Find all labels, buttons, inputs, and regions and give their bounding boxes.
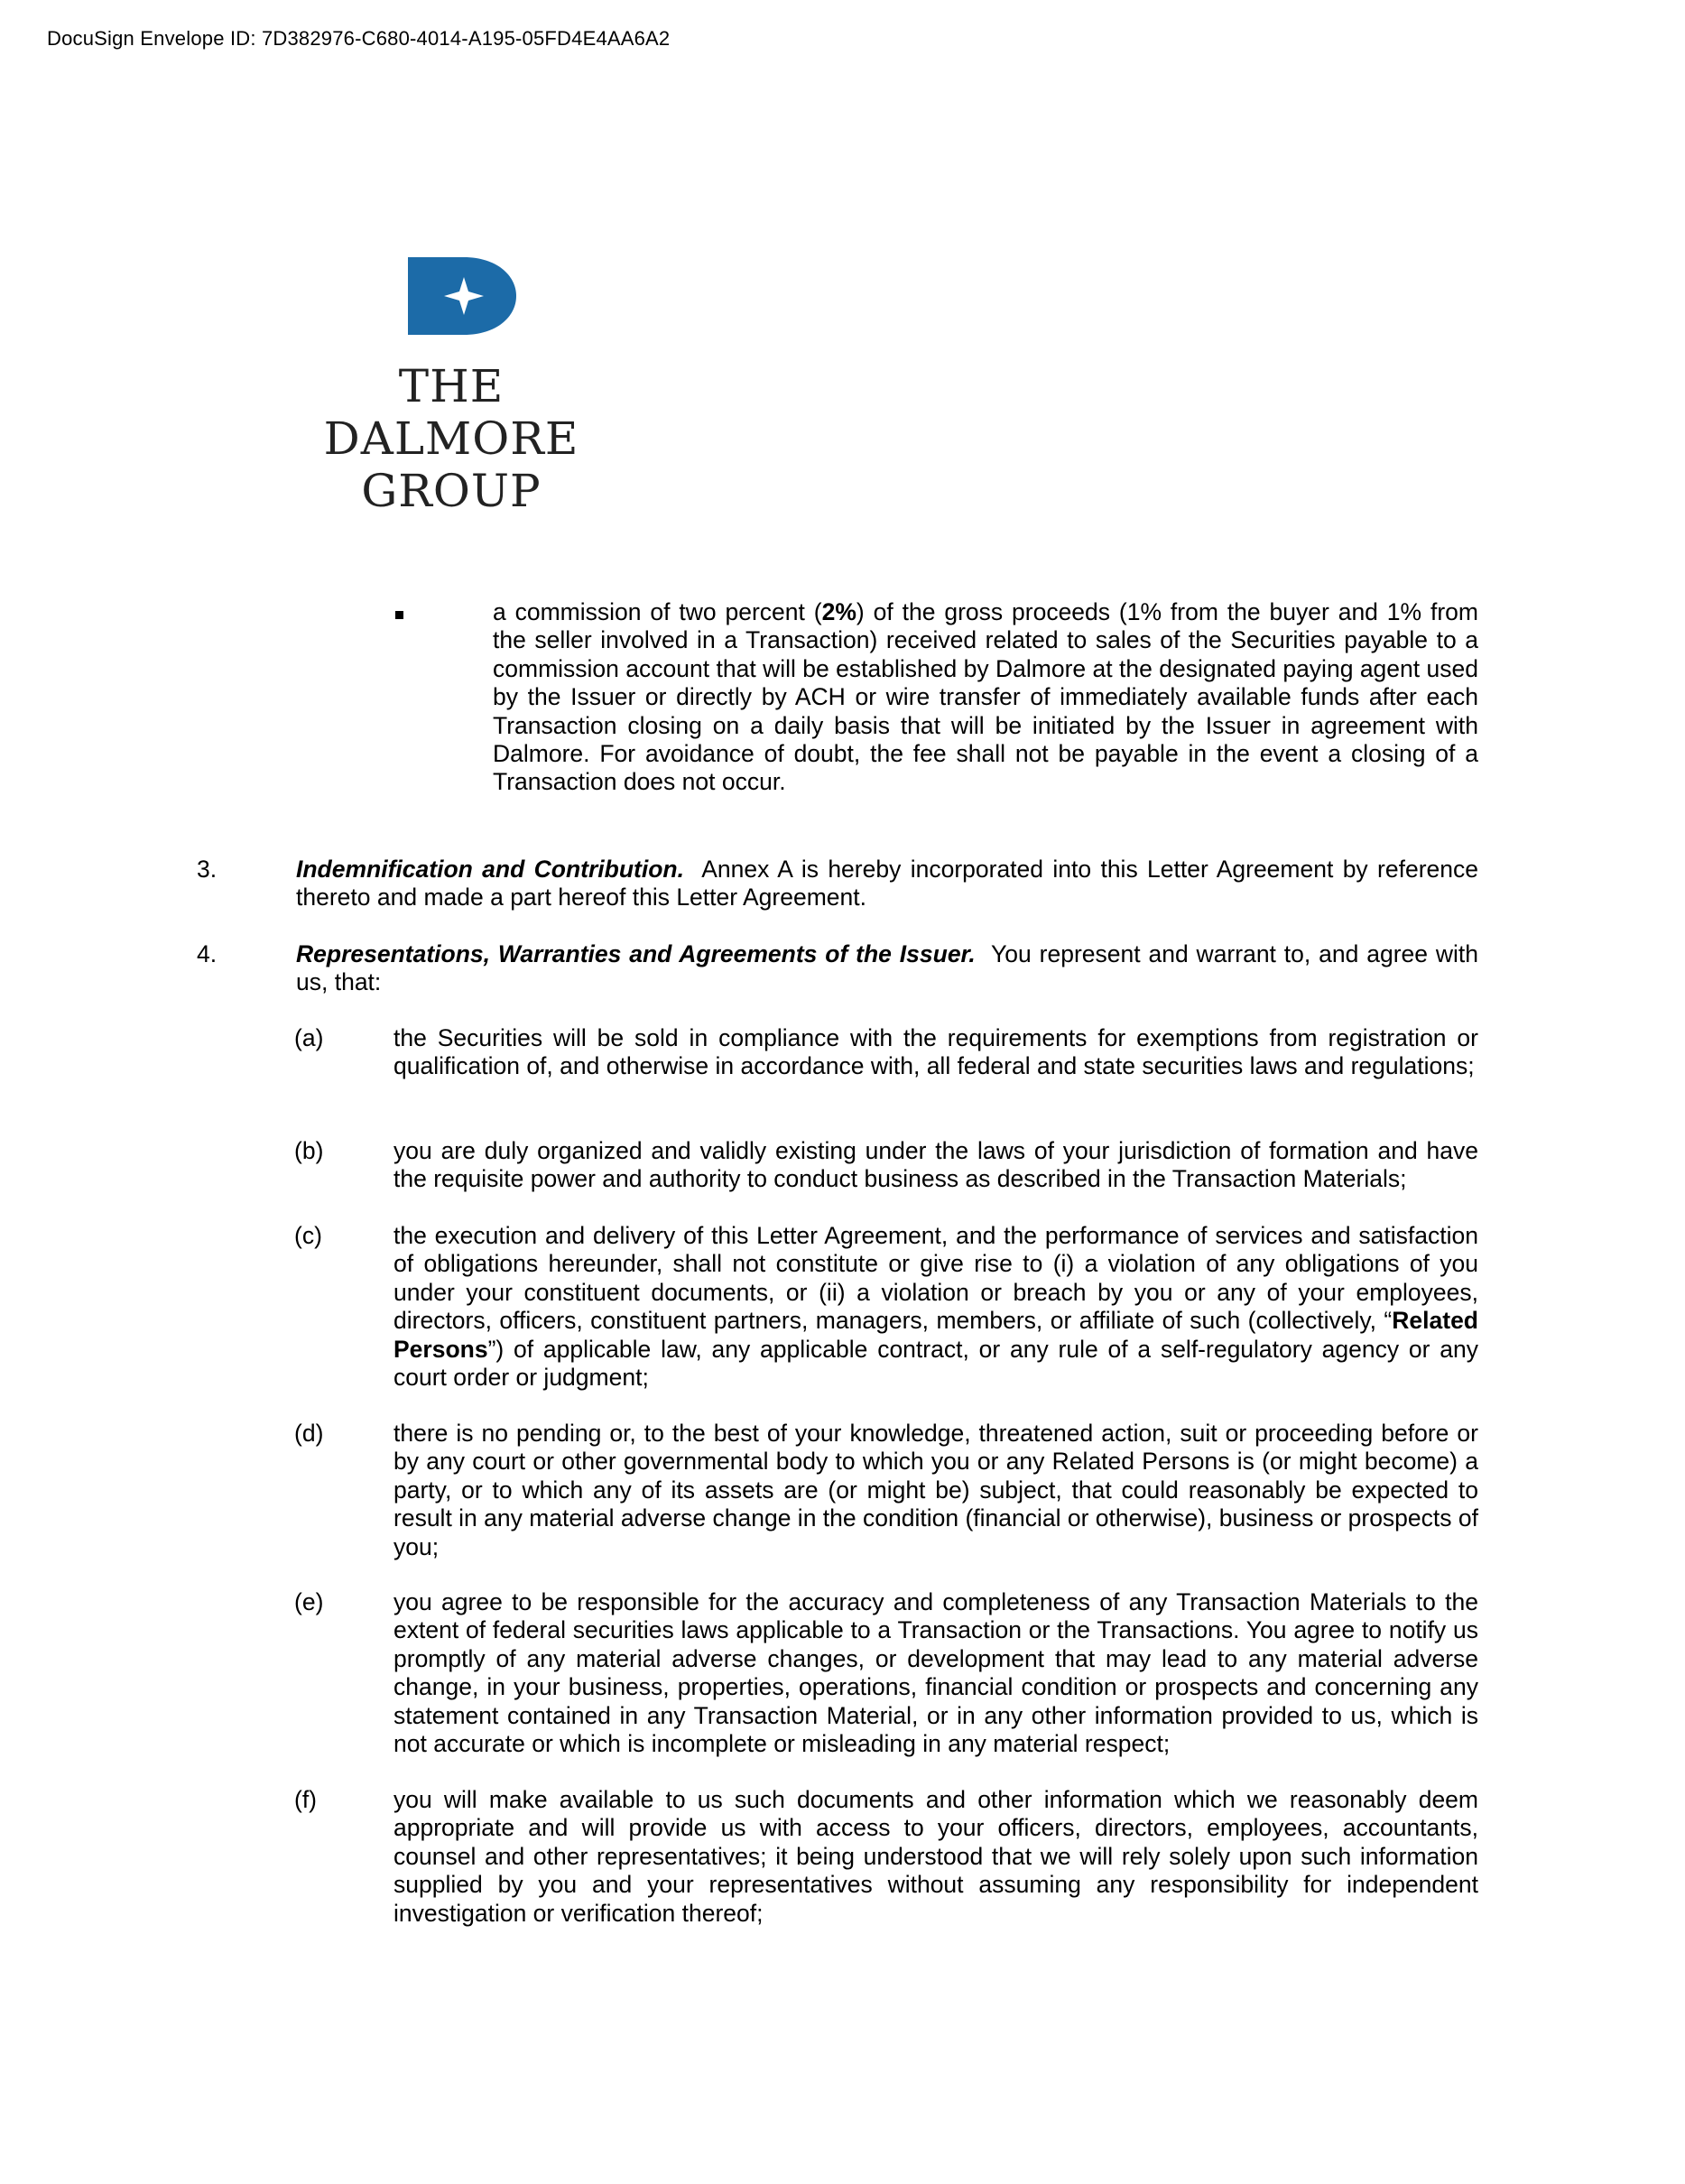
section-text: You represent and warrant to, and agree with us, that: bbox=[296, 940, 1478, 996]
clause-label: (f) bbox=[294, 1786, 318, 1813]
clause-text: you agree to be responsible for the accuracy and completeness of any Transaction Materials to the extent of federal securities laws applicable to a Transaction or the Transactions. You agree to notify us promptly of any material adverse changes, or development that may lead to any material adverse change, in your business, properties, operations, financial condition or prospects and concerning any statement contained in any Transaction Material, or in any other information provided to us, which is not accurate or which is incomplete or misleading in any material respect; bbox=[393, 1588, 1478, 1758]
docusign-envelope-id: DocuSign Envelope ID: 7D382976-C680-4014-A195-05FD4E4AA6A2 bbox=[47, 27, 671, 50]
logo-wordmark bbox=[298, 360, 605, 517]
related-persons-term: Related Persons bbox=[393, 1307, 1478, 1363]
clause-label: (b) bbox=[294, 1137, 324, 1164]
square-bullet-icon bbox=[393, 600, 406, 627]
clause-label: (a) bbox=[294, 1024, 324, 1051]
section-number: 3. bbox=[197, 856, 218, 883]
dalmore-d-icon bbox=[408, 257, 516, 335]
clause-text: you will make available to us such documents and other information which we reasonably deem appropriate and will provide us with access to your officers, directors, employees, accountants, counsel and other representatives; it being understood that we will rely solely upon such information supplied by you and your representatives without assuming any responsibility for independent investigation or verification thereof; bbox=[393, 1786, 1478, 1927]
commission-paragraph: a commission of two percent (2%) of the gross proceeds (1% from the buyer and 1% from the seller involved in a Transaction) received related to sales of the Securities payable to a commission account that will be established by Dalmore at the designated paying agent used by the Issuer or directly by ACH or wire transfer of immediately available funds after each Transaction closing on a daily basis that will be initiated by the Issuer in agreement with Dalmore. For avoidance of doubt, the fee shall not be payable in the event a closing of a Transaction does not occur. bbox=[493, 598, 1478, 796]
clause-text: there is no pending or, to the best of your knowledge, threatened action, suit or proceeding before or by any court or other governmental body to which you or any Related Persons is (or might become) a party, or to which any of its assets are (or might be) subject, that could reasonably be expected to result in any material adverse change in the condition (financial or otherwise), business or prospects of you; bbox=[393, 1420, 1478, 1560]
logo-line-dalmore: DALMORE bbox=[323, 412, 579, 465]
section-number: 4. bbox=[197, 940, 218, 967]
section-text: Annex A is hereby incorporated into this Letter Agreement by reference thereto and made a part hereof this Letter Agreement. bbox=[296, 856, 1478, 912]
clause-text: the Securities will be sold in compliance with the requirements for exemptions from registration or qualification of, and otherwise in accordance with, all federal and state securities laws and regulations; bbox=[393, 1024, 1478, 1080]
clause-label: (c) bbox=[294, 1222, 322, 1249]
logo-line-group: GROUP bbox=[361, 465, 542, 517]
clause-label: (e) bbox=[294, 1588, 324, 1615]
commission-percent: 2% bbox=[821, 598, 856, 625]
clause-label: (d) bbox=[294, 1420, 324, 1447]
section-heading: Representations, Warranties and Agreements of the Issuer. bbox=[296, 940, 976, 967]
clause-text: you are duly organized and validly existing under the laws of your jurisdiction of formation and have the requisite power and authority to conduct business as described in the Transaction Materials; bbox=[393, 1137, 1478, 1193]
clause-text: the execution and delivery of this Letter Agreement, and the performance of services and satisfaction of obligations hereunder, shall not constitute or give rise to (i) a violation of any obligations of you under your constituent documents, or (ii) a violation or breach by you or any of your employees, directors, officers, constituent partners, managers, members, or affiliate of such (collectively, “Related Persons”) of applicable law, any applicable contract, or any rule of a self-regulatory agency or any court order or judgment; bbox=[393, 1222, 1478, 1392]
section-heading: Indemnification and Contribution. bbox=[296, 856, 684, 883]
logo-line-the: THE bbox=[398, 360, 505, 412]
